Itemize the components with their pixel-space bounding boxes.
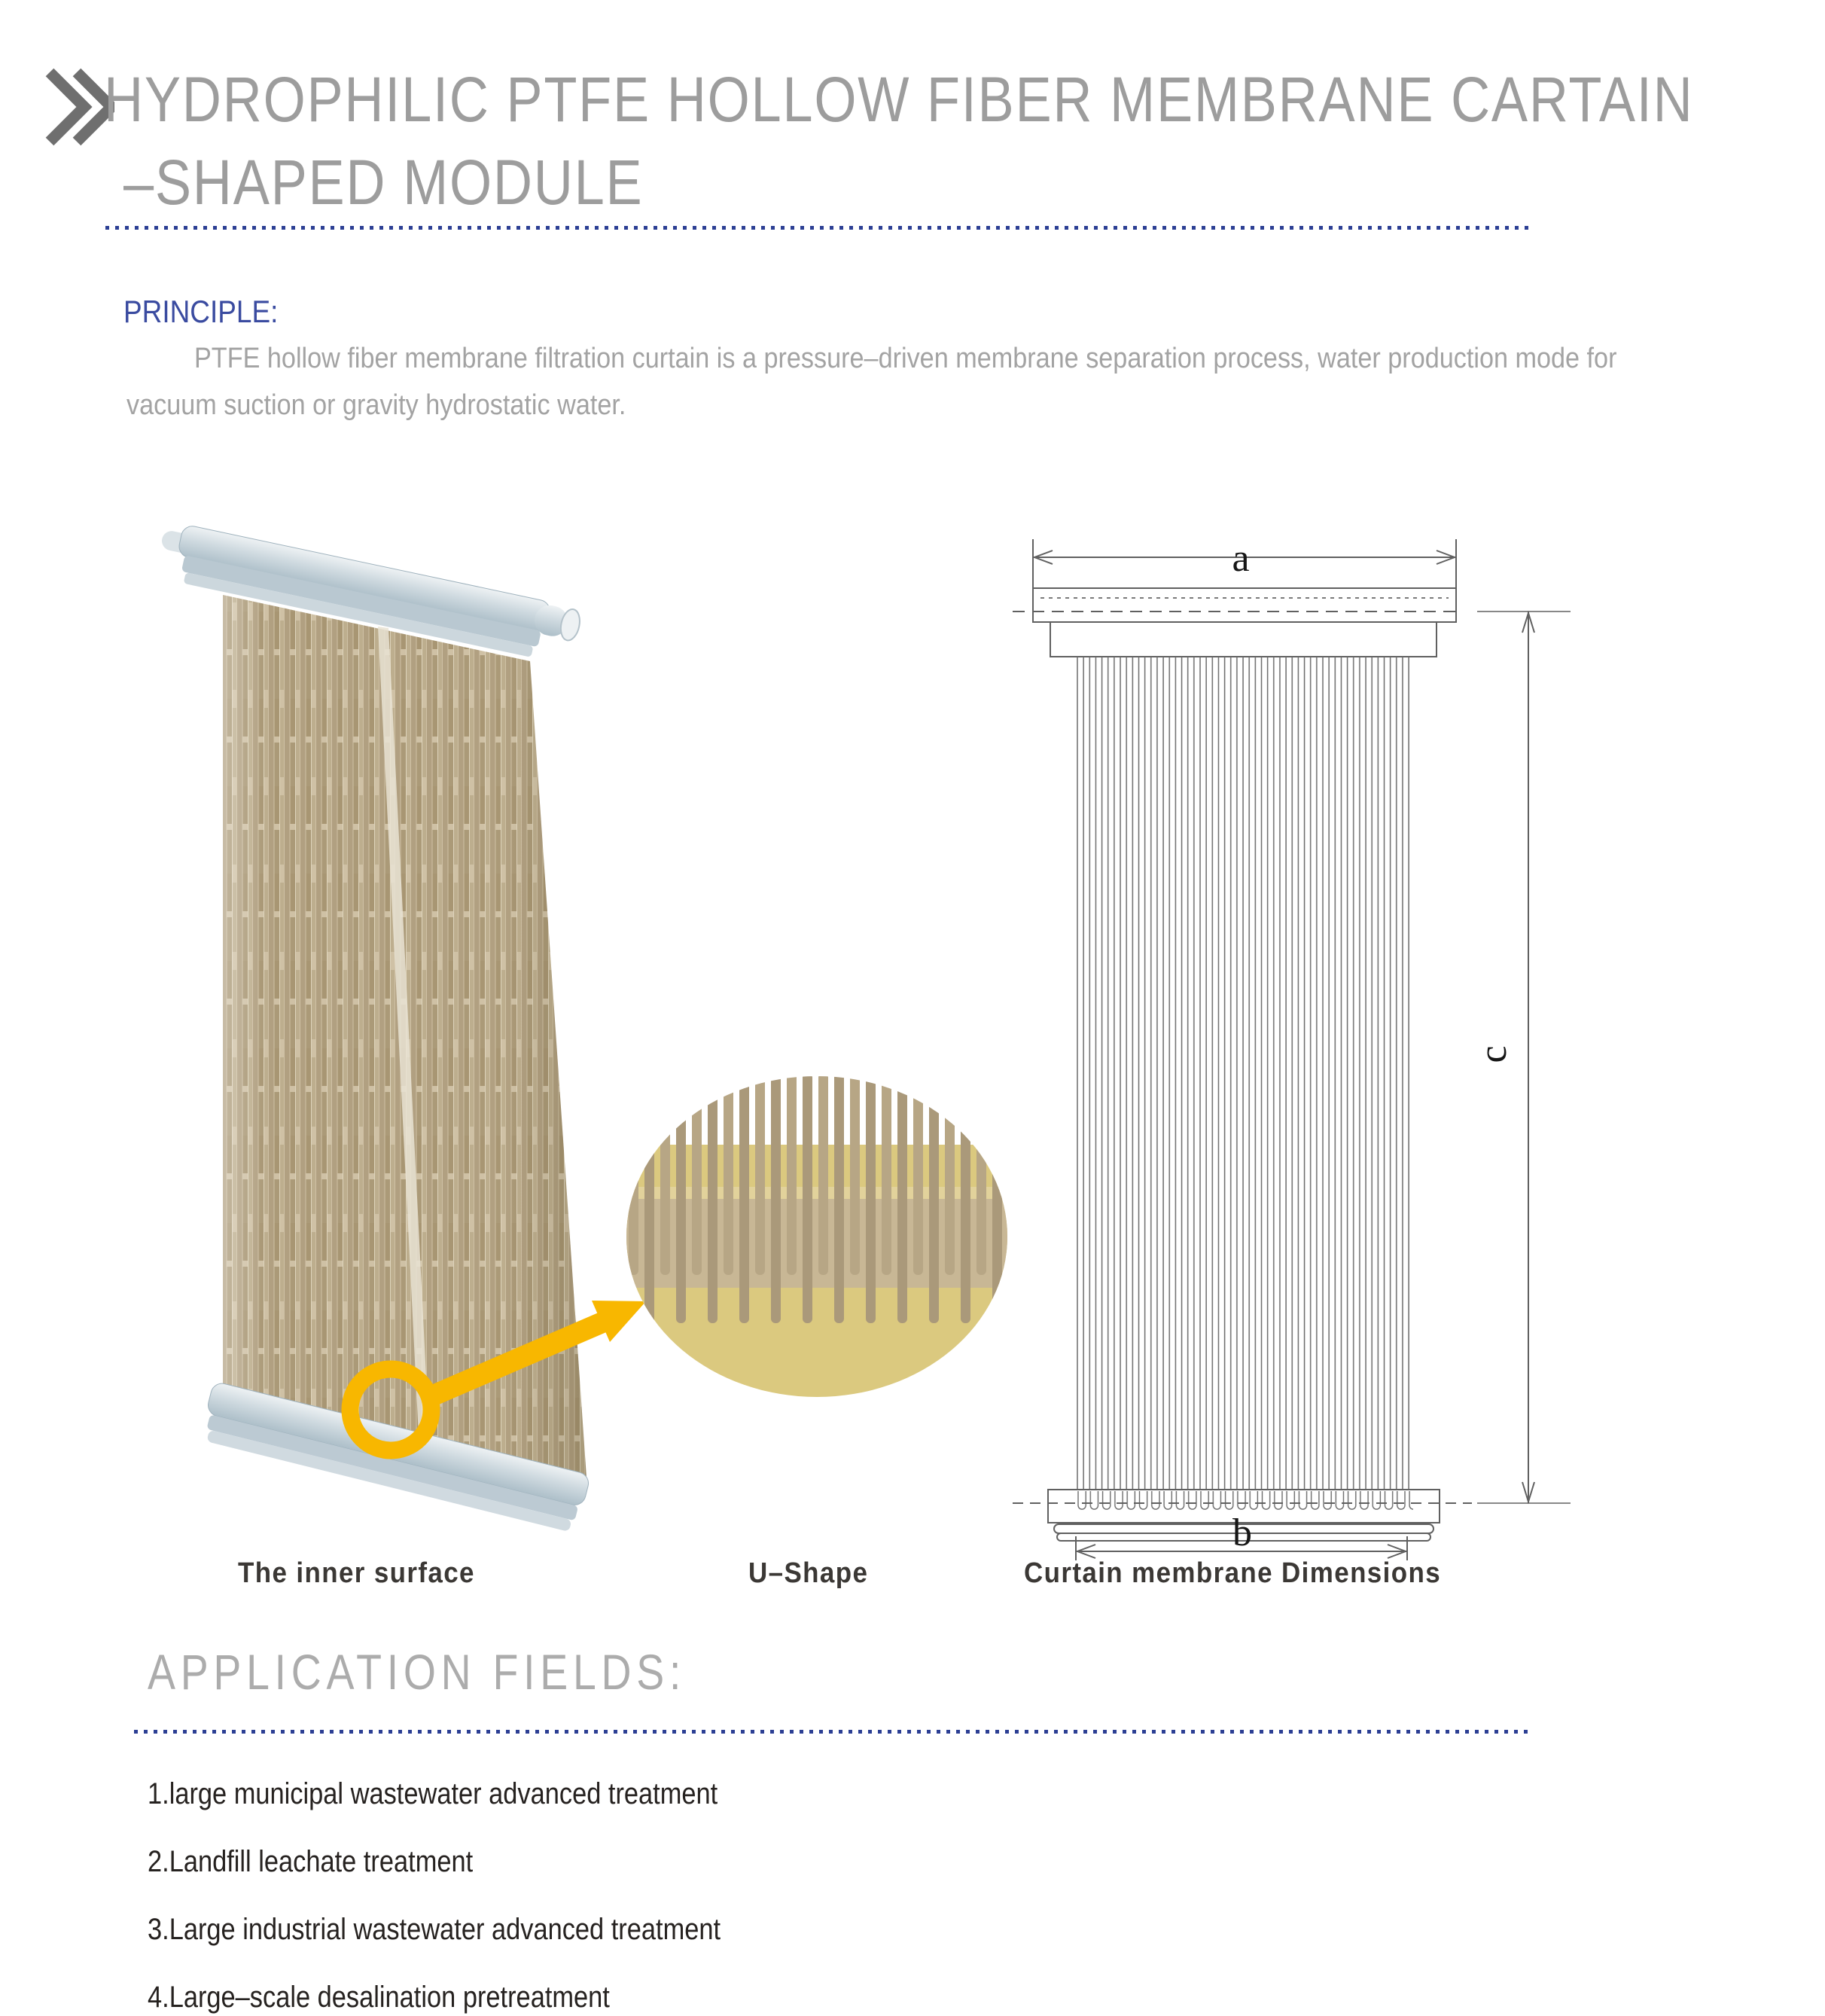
application-item-1: 1.large municipal wastewater advanced treatment	[148, 1777, 718, 1810]
dimension-drawing-figure	[1013, 537, 1571, 1560]
application-item-4: 4.Large–scale desalination pretreatment	[148, 1981, 610, 2014]
double-chevron-icon	[39, 65, 114, 149]
application-item-2: 2.Landfill leachate treatment	[148, 1845, 474, 1878]
dim-label-a: a	[1232, 537, 1250, 580]
inset-fiber-rods	[625, 1073, 1010, 1555]
applications-heading: APPLICATION FIELDS:	[148, 1644, 687, 1700]
dim-label-c: c	[1472, 1045, 1515, 1063]
module-3d-figure	[154, 520, 646, 1533]
drawing-top-collar	[1050, 622, 1437, 657]
u-shape-inset-figure	[625, 1073, 1010, 1555]
page-title-line1: HYDROPHILIC PTFE HOLLOW FIBER MEMBRANE CARTAIN	[104, 64, 1694, 135]
drawing-fiber-bundle	[1076, 657, 1413, 1490]
principle-body-line2: vacuum suction or gravity hydrostatic water.	[126, 389, 626, 421]
dim-label-b: b	[1232, 1511, 1252, 1554]
caption-u-shape: U–Shape	[748, 1557, 869, 1589]
caption-inner-surface: The inner surface	[238, 1557, 475, 1589]
application-item-3: 3.Large industrial wastewater advanced treatment	[148, 1913, 721, 1946]
title-dotted-divider	[105, 226, 1534, 230]
drawing-top-rail	[1033, 588, 1456, 622]
page-title-line2: –SHAPED MODULE	[123, 147, 644, 218]
applications-dotted-divider	[134, 1730, 1530, 1734]
principle-body-line1: PTFE hollow fiber membrane filtration curtain is a pressure–driven membrane separation process, water production mode for	[194, 343, 1617, 374]
principle-heading: PRINCIPLE:	[123, 294, 279, 329]
caption-dimensions: Curtain membrane Dimensions	[1024, 1557, 1442, 1589]
